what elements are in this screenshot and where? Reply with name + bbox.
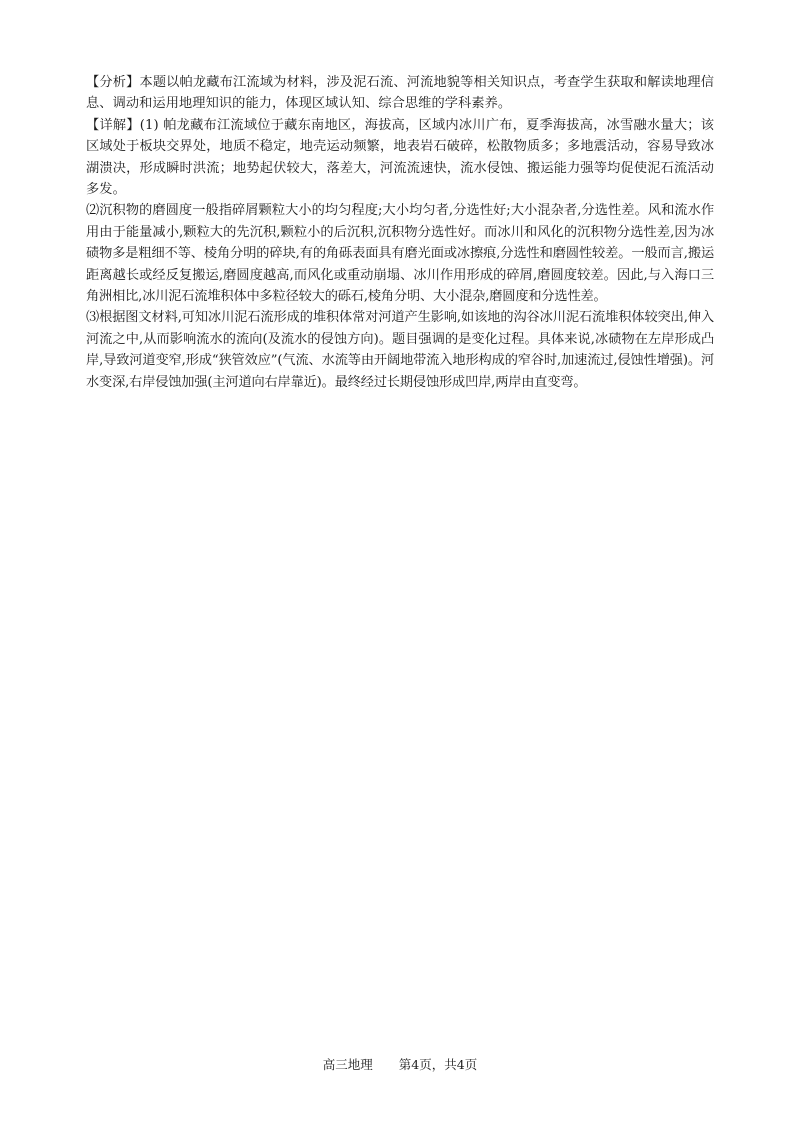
detail-text-3: ⑶根据图文材料,可知冰川泥石流形成的堆积体常对河道产生影响,如该地的沟谷冰川泥石流堆积体较突出,伸入河流之中,从而影响流水的流向(及流水的侵蚀方向)。题目强调的是变化过程。具体来说,冰碛物在左岸形成凸岸,导致河道变窄,形成“狭管效应”(气流、水流等由开阔地带流入地形构成的窄谷时,加速流过,侵蚀性增强)。河水变深,右岸侵蚀加强(主河道向右岸靠近)。最终经过长期侵蚀形成凹岸,两岸由直变弯。 — [86, 310, 714, 390]
detail-heading: 【详解】 — [86, 117, 140, 133]
page-footer — [0, 1055, 800, 1073]
analysis-heading: 【分析】 — [86, 75, 140, 90]
footer-subject: 高三地理 — [322, 1057, 373, 1072]
detail-paragraph-3 — [86, 307, 714, 393]
footer-page-number: 第4页，共4页 — [398, 1057, 478, 1072]
detail-text-2: ⑵沉积物的磨圆度一般指碎屑颗粒大小的均匀程度;大小均匀者,分选性好;大小混杂者,分选性差。风和流水作用由于能量减小,颗粒大的先沉积,颗粒小的后沉积,沉积物分选性好。而冰川和风化的沉积物分选性差,因为冰碛物多是粗细不等、棱角分明的碎块,有的角砾表面具有磨光面或冰擦痕,分选性和磨圆性较差。一般而言,搬运距离越长或经反复搬运,磨圆度越高,而风化或重动崩塌、冰川作用形成的碎屑,磨圆度较差。因此,与入海口三角洲相比,冰川泥石流堆积体中多粒径较大的砾石,棱角分明、大小混杂,磨圆度和分选性差。 — [86, 203, 714, 305]
document-body — [86, 72, 714, 393]
detail-paragraph-1 — [86, 115, 714, 201]
analysis-text: 本题以帕龙藏布江流域为材料，涉及泥石流、河流地貌等相关知识点，考查学生获取和解读地理信息、调动和运用地理知识的能力，体现区域认知、综合思维的学科素养。 — [86, 75, 714, 112]
detail-paragraph-2 — [86, 200, 714, 307]
analysis-paragraph — [86, 72, 714, 115]
detail-text-1: (1) 帕龙藏布江流域位于藏东南地区，海拔高，区域内冰川广布，夏季海拔高，冰雪融水量大；该区域处于板块交界处，地质不稳定，地壳运动频繁，地表岩石破碎，松散物质多；多地震活动，容易导致冰湖溃决，形成瞬时洪流；地势起伏较大，落差大，河流流速快，流水侵蚀、搬运能力强等均促使泥石流活动多发。 — [86, 117, 714, 198]
